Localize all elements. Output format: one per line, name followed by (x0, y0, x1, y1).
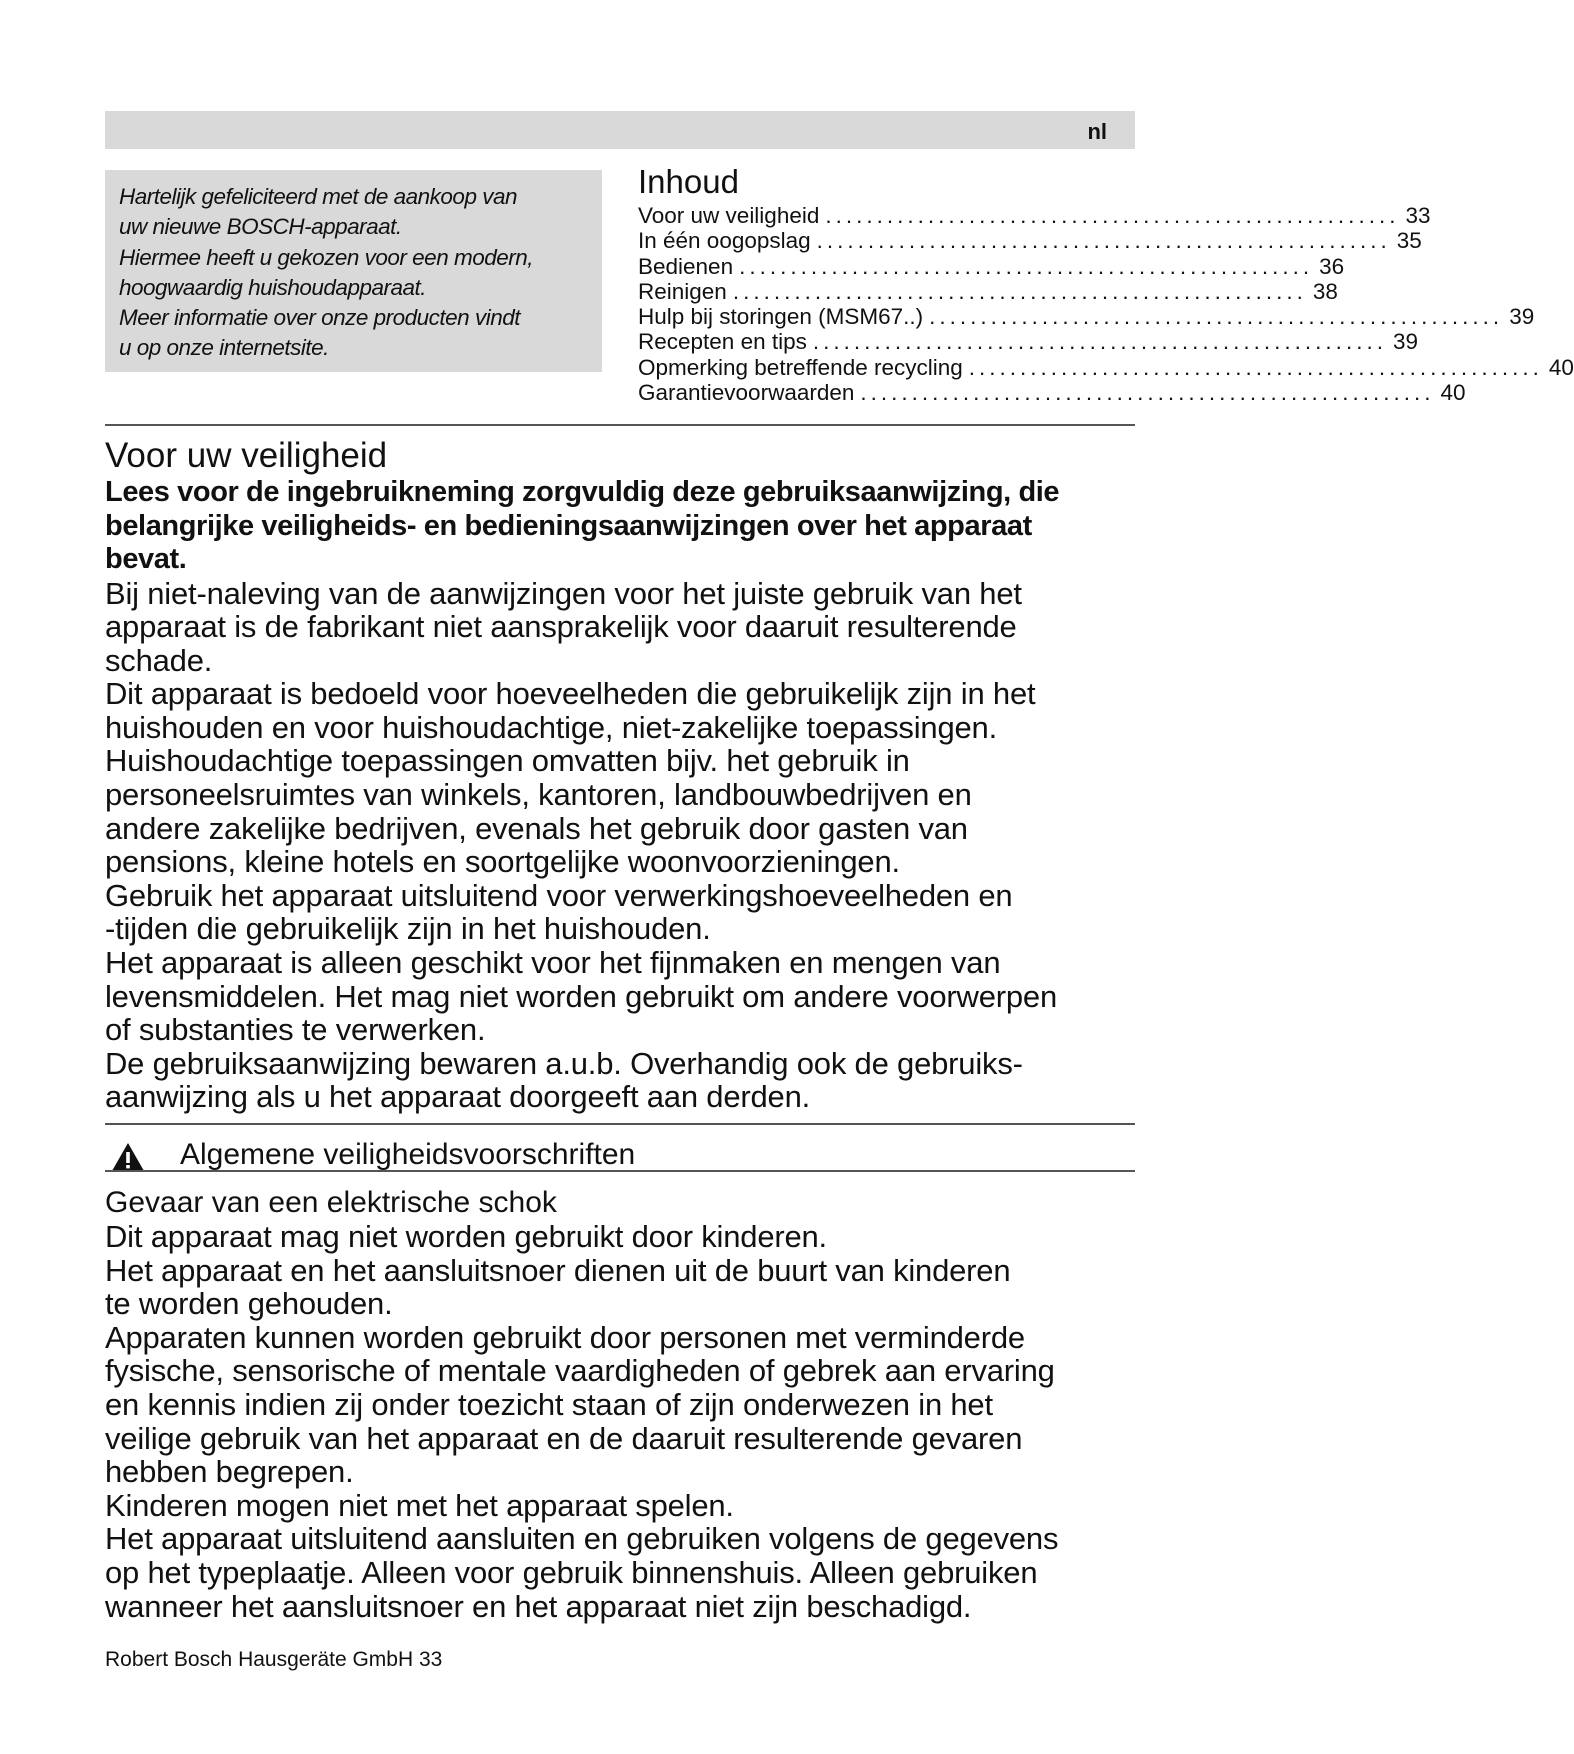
electric-shock-section (105, 1185, 1145, 1623)
general-body-line: Het apparaat uitsluitend aansluiten en gebruiken volgens de gegevens (105, 1521, 1059, 1557)
safety-body-line: levensmiddelen. Het mag niet worden gebruikt om andere voorwerpen (105, 978, 1057, 1014)
toc-entry-title: In één oogopslag (638, 228, 811, 254)
safety-body-line: personeelsruimtes van winkels, kantoren, landbouwbedrijven en (105, 777, 972, 813)
toc-entry[interactable] (638, 329, 1418, 355)
general-body-line: Apparaten kunnen worden gebruikt door personen met verminderde (105, 1319, 1025, 1355)
toc-entry-title: Hulp bij storingen (MSM67..) (638, 304, 924, 330)
toc-entry[interactable] (638, 253, 1345, 279)
toc-entry-page: 38 (1312, 278, 1338, 304)
safety-body-line: Dit apparaat is bedoeld voor hoeveelheden die gebruikelijk zijn in het (105, 676, 1036, 712)
toc-entry[interactable] (638, 380, 1466, 406)
section-divider (105, 1123, 1135, 1125)
toc-leader: ........................................................ (968, 354, 1543, 380)
welcome-line: uw nieuwe BOSCH-apparaat. (119, 214, 402, 240)
safety-body-line: Gebruik het apparaat uitsluitend voor verwerkingshoeveelheden en (105, 877, 1013, 913)
safety-lead-line: bevat. (105, 543, 187, 575)
toc-entry-title: Opmerking betreffende recycling (638, 354, 963, 380)
safety-body-line: Bij niet-naleving van de aanwijzingen voor het juiste gebruik van het (105, 575, 1022, 611)
toc-entry-title: Recepten en tips (638, 329, 807, 355)
language-code: nl (1087, 119, 1107, 144)
toc-entry[interactable] (638, 228, 1422, 254)
safety-body-line: aanwijzing als u het apparaat doorgeeft aan derden. (105, 1079, 811, 1115)
safety-body-line: pensions, kleine hotels en soortgelijke woonvoorzieningen. (105, 844, 900, 880)
toc-title: Inhoud (638, 163, 739, 200)
welcome-line: Hartelijk gefeliciteerd met de aankoop van (119, 184, 517, 209)
toc-entry-page: 33 (1405, 203, 1431, 228)
safety-section (105, 436, 1145, 1114)
toc-entry-title: Bedienen (638, 253, 734, 279)
table-of-contents (638, 163, 1574, 406)
general-body-line: en kennis indien zij onder toezicht staan of zijn onderwezen in het (105, 1386, 993, 1422)
toc-entry-title: Garantievoorwaarden (638, 380, 855, 406)
general-body-line: op het typeplaatje. Alleen voor gebruik binnenshuis. Alleen gebruiken (105, 1554, 1038, 1590)
safety-body-line: andere zakelijke bedrijven, evenals het gebruik door gasten van (105, 810, 968, 846)
toc-leader: ........................................................ (816, 228, 1391, 254)
welcome-line: Hiermee heeft u gekozen voor een modern, (119, 244, 534, 270)
safety-body-line: -tijden die gebruikelijk zijn in het huishouden. (105, 911, 711, 947)
toc-entry-page: 39 (1392, 329, 1418, 355)
toc-entry-page: 36 (1319, 253, 1345, 279)
general-body-line: Kinderen mogen niet met het apparaat spelen. (105, 1487, 734, 1523)
toc-entry[interactable] (638, 203, 1431, 228)
safety-lead-line: Lees voor de ingebruikneming zorgvuldig deze gebruiksaanwijzing, die (105, 476, 1060, 508)
page-footer: Robert Bosch Hausgeräte GmbH 33 (105, 1648, 443, 1671)
section-divider (105, 1170, 1135, 1172)
toc-leader: ........................................................ (812, 329, 1387, 355)
section-divider (105, 424, 1135, 426)
toc-entry[interactable] (638, 354, 1574, 380)
general-body-line: Het apparaat en het aansluitsnoer dienen uit de buurt van kinderen (105, 1252, 1011, 1288)
safety-heading: Voor uw veiligheid (105, 436, 388, 475)
safety-body-line: of substanties te verwerken. (105, 1012, 486, 1048)
language-bar (105, 111, 1135, 149)
welcome-line: hoogwaardig huishoudapparaat. (119, 274, 427, 300)
safety-body-line: apparaat is de fabrikant niet aansprakelijk voor daaruit resulterende (105, 609, 1017, 645)
general-body-line: wanneer het aansluitsnoer en het apparaat niet zijn beschadigd. (105, 1588, 972, 1624)
toc-entry-title: Reinigen (638, 278, 727, 304)
electric-shock-heading: Gevaar van een elektrische schok (105, 1186, 557, 1219)
toc-leader: ........................................................ (929, 304, 1504, 330)
general-body-line: te worden gehouden. (105, 1286, 393, 1322)
general-body-line: fysische, sensorische of mentale vaardigheden of gebrek aan ervaring (105, 1353, 1055, 1389)
welcome-box (105, 170, 602, 372)
safety-body-line: Huishoudachtige toepassingen omvatten bijv. het gebruik in (105, 743, 910, 779)
toc-entry-page: 40 (1548, 354, 1574, 380)
toc-entry-page: 35 (1396, 228, 1422, 254)
toc-entry[interactable] (638, 304, 1535, 330)
general-safety-title: Algemene veiligheidsvoorschriften (180, 1138, 636, 1171)
safety-body-line: schade. (105, 642, 213, 678)
toc-entry-page: 40 (1440, 380, 1466, 406)
toc-leader: ........................................................ (739, 253, 1314, 279)
toc-entry-page: 39 (1509, 304, 1535, 330)
toc-entry-title: Voor uw veiligheid (638, 203, 820, 228)
general-body-line: hebben begrepen. (105, 1454, 354, 1490)
toc-leader: ........................................................ (825, 203, 1400, 228)
safety-body-line: Het apparaat is alleen geschikt voor het fijnmaken en mengen van (105, 945, 1001, 981)
toc-entry[interactable] (638, 278, 1338, 304)
welcome-line: u op onze internetsite. (119, 335, 329, 361)
safety-body-line: huishouden en voor huishoudachtige, niet-zakelijke toepassingen. (105, 709, 997, 745)
general-body-line: veilige gebruik van het apparaat en de daaruit resulterende gevaren (105, 1420, 1023, 1456)
toc-leader: ........................................................ (732, 278, 1307, 304)
safety-lead-line: belangrijke veiligheids- en bedieningsaanwijzingen over het apparaat (105, 509, 1032, 542)
safety-body-line: De gebruiksaanwijzing bewaren a.u.b. Overhandig ook de gebruiks- (105, 1045, 1023, 1081)
general-body-line: Dit apparaat mag niet worden gebruikt door kinderen. (105, 1219, 827, 1254)
welcome-line: Meer informatie over onze producten vindt (119, 305, 520, 331)
toc-leader: ........................................................ (860, 380, 1435, 406)
